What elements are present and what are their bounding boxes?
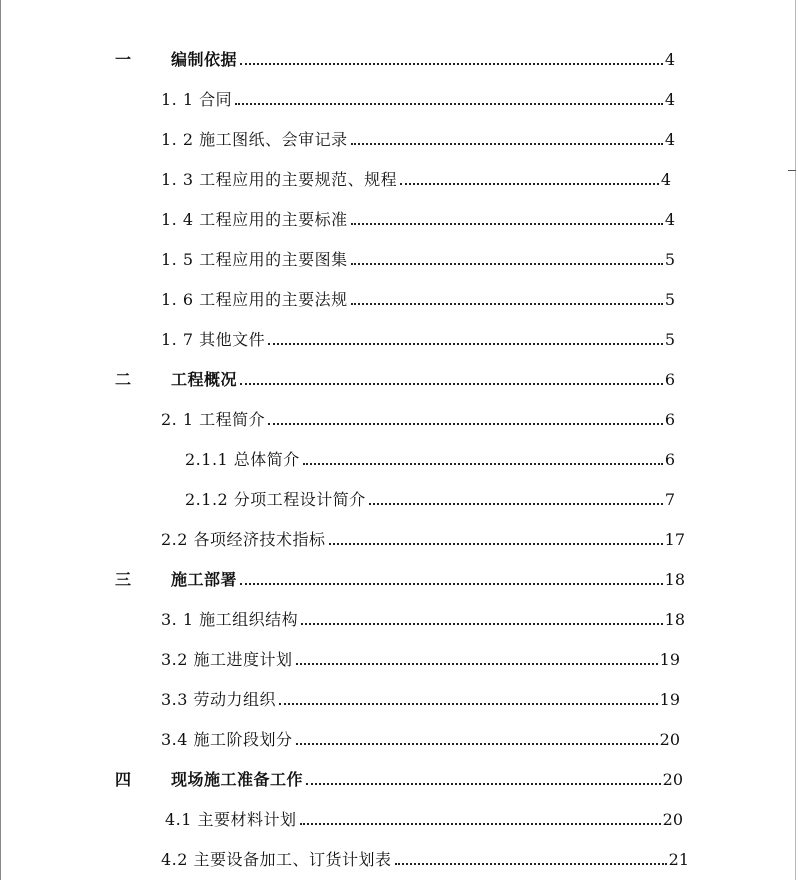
toc-entry-3-4[interactable] xyxy=(161,726,680,750)
toc-page-number: 4 xyxy=(664,50,675,69)
toc-entry-title: 1. 2 施工图纸、会审记录 xyxy=(161,130,348,149)
toc-dot-leader xyxy=(351,222,663,225)
toc-entry-title: 4.2 主要设备加工、订货计划表 xyxy=(161,850,392,869)
toc-dot-leader xyxy=(235,102,663,105)
toc-chapter-number: 四 xyxy=(115,770,132,789)
toc-chapter-number: 一 xyxy=(115,50,132,69)
toc-page-number: 4 xyxy=(664,210,675,229)
toc-dot-leader xyxy=(240,582,663,585)
toc-entry-4-2[interactable] xyxy=(161,846,689,870)
toc-entry-title: 编制依据 xyxy=(171,50,238,69)
toc-entry-1-2[interactable] xyxy=(161,126,675,150)
toc-entry-title: 4.1 主要材料计划 xyxy=(165,810,297,829)
toc-entry-1-7[interactable] xyxy=(161,326,675,350)
toc-page-number: 5 xyxy=(664,250,675,269)
toc-entry-title: 1. 3 工程应用的主要规范、规程 xyxy=(161,170,398,189)
toc-page-number: 20 xyxy=(662,810,683,829)
toc-dot-leader xyxy=(306,782,661,785)
toc-entry-3-2[interactable] xyxy=(161,646,680,670)
toc-page-number: 4 xyxy=(664,90,675,109)
toc-page-number: 6 xyxy=(664,370,675,389)
toc-page-number: 21 xyxy=(668,850,689,869)
toc-entry-title: 2.2 各项经济技术指标 xyxy=(161,530,326,549)
toc-entry-title: 3.3 劳动力组织 xyxy=(161,690,277,709)
toc-dot-leader xyxy=(329,542,663,545)
toc-page-number: 20 xyxy=(659,730,680,749)
toc-entry-2-1-2[interactable] xyxy=(185,486,675,510)
toc-entry-1-5[interactable] xyxy=(161,246,675,270)
toc-dot-leader xyxy=(240,382,663,385)
toc-entry-title: 2.1.1 总体简介 xyxy=(185,450,300,469)
toc-entry-chapter-3[interactable] xyxy=(115,566,685,590)
toc-entry-chapter-1[interactable] xyxy=(115,46,675,70)
toc-dot-leader xyxy=(240,62,663,65)
toc-dot-leader xyxy=(300,822,661,825)
toc-dot-leader xyxy=(351,302,663,305)
toc-entry-3-3[interactable] xyxy=(161,686,680,710)
toc-page-number: 18 xyxy=(664,570,685,589)
toc-page-number: 20 xyxy=(662,770,683,789)
toc-dot-leader xyxy=(296,742,658,745)
toc-page-number: 4 xyxy=(660,170,671,189)
toc-dot-leader xyxy=(268,342,663,345)
page-left-border xyxy=(0,0,1,880)
toc-entry-1-3[interactable] xyxy=(161,166,671,190)
toc-dot-leader xyxy=(369,502,663,505)
toc-entry-title: 工程概况 xyxy=(171,370,238,389)
toc-page-number: 19 xyxy=(659,650,680,669)
toc-entry-title: 1. 5 工程应用的主要图集 xyxy=(161,250,348,269)
toc-entry-1-6[interactable] xyxy=(161,286,675,310)
toc-entry-title: 现场施工准备工作 xyxy=(171,770,304,789)
toc-dot-leader xyxy=(351,142,663,145)
toc-chapter-number: 二 xyxy=(115,370,132,389)
toc-page-number: 6 xyxy=(664,450,675,469)
toc-page-number: 6 xyxy=(664,410,675,429)
toc-entry-2-1-1[interactable] xyxy=(185,446,675,470)
toc-dot-leader xyxy=(395,862,667,865)
toc-entry-chapter-4[interactable] xyxy=(115,766,683,790)
toc-page-number: 17 xyxy=(664,530,685,549)
toc-page-number: 7 xyxy=(664,490,675,509)
toc-dot-leader xyxy=(351,262,663,265)
toc-entry-1-4[interactable] xyxy=(161,206,675,230)
toc-entry-title: 3. 1 施工组织结构 xyxy=(161,610,299,629)
toc-entry-chapter-2[interactable] xyxy=(115,366,675,390)
page-right-border xyxy=(795,0,796,880)
toc-entry-title: 3.4 施工阶段划分 xyxy=(161,730,293,749)
toc-entry-title: 2. 1 工程简介 xyxy=(161,410,266,429)
margin-marker xyxy=(788,170,796,171)
toc-entry-2-2[interactable] xyxy=(161,526,685,550)
toc-page-number: 18 xyxy=(664,610,685,629)
toc-entry-title: 1. 6 工程应用的主要法规 xyxy=(161,290,348,309)
toc-dot-leader xyxy=(303,462,663,465)
toc-dot-leader xyxy=(301,622,663,625)
toc-page-number: 4 xyxy=(664,130,675,149)
toc-entry-title: 施工部署 xyxy=(171,570,238,589)
toc-entry-title: 1. 4 工程应用的主要标准 xyxy=(161,210,348,229)
toc-dot-leader xyxy=(279,702,658,705)
toc-entry-1-1[interactable] xyxy=(161,86,675,110)
toc-page-number: 5 xyxy=(664,290,675,309)
toc-entry-title: 2.1.2 分项工程设计简介 xyxy=(185,490,366,509)
toc-page-number: 19 xyxy=(659,690,680,709)
toc-entry-title: 1. 1 合同 xyxy=(161,90,233,109)
toc-entry-2-1[interactable] xyxy=(161,406,675,430)
toc-entry-3-1[interactable] xyxy=(161,606,685,630)
toc-entry-4-1[interactable] xyxy=(165,806,683,830)
toc-page-number: 5 xyxy=(664,330,675,349)
toc-entry-title: 1. 7 其他文件 xyxy=(161,330,266,349)
toc-entry-title: 3.2 施工进度计划 xyxy=(161,650,293,669)
toc-chapter-number: 三 xyxy=(115,570,132,589)
toc-dot-leader xyxy=(400,182,659,185)
toc-dot-leader xyxy=(268,422,663,425)
toc-dot-leader xyxy=(296,662,658,665)
